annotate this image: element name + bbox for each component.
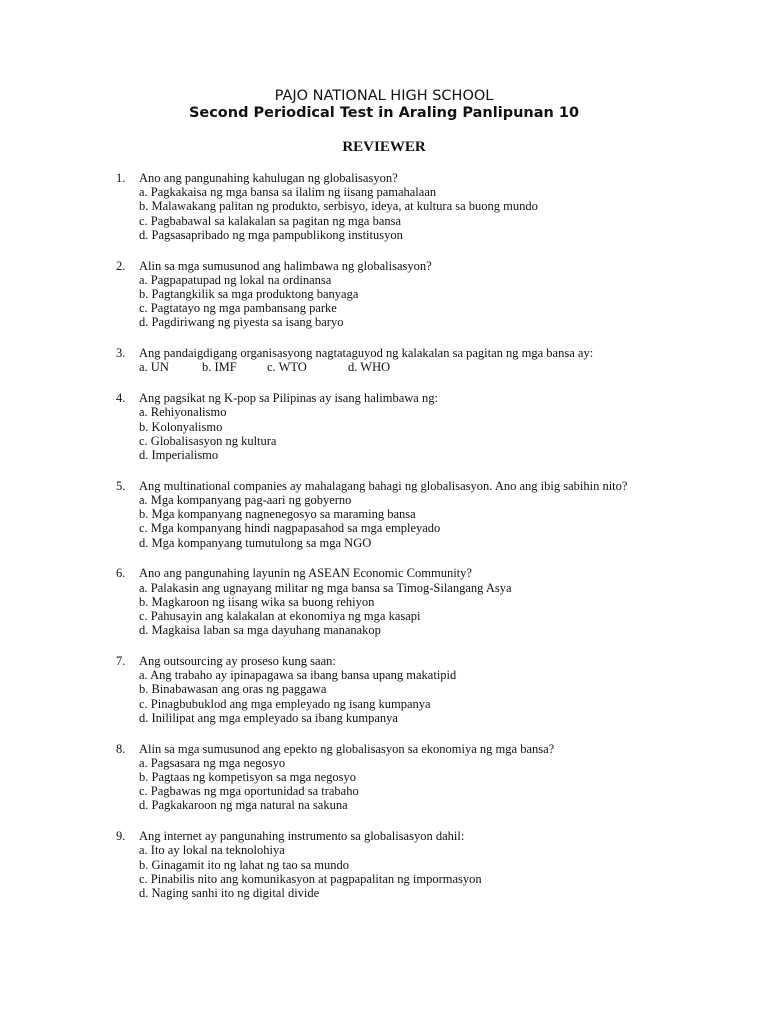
- option-a: a. Palakasin ang ugnayang militar ng mga bansa sa Timog-Silangang Asya: [139, 580, 512, 595]
- option-c: c. WTO: [267, 360, 307, 375]
- option-d: d. Inililipat ang mga empleyado sa ibang kumpanya: [139, 710, 398, 725]
- question-number: 3.: [116, 346, 126, 361]
- question-text: Alin sa mga sumusunod ang epekto ng globalisasyon sa ekonomiya ng mga bansa?: [139, 741, 555, 756]
- option-d: d. WHO: [348, 360, 391, 375]
- option-d: d. Pagkakaroon ng mga natural na sakuna: [139, 798, 348, 813]
- option-a: a. Pagkakaisa ng mga bansa sa ilalim ng iisang pamahalaan: [139, 185, 437, 200]
- option-c: c. Pinagbubuklod ang mga empleyado ng isang kumpanya: [139, 696, 431, 711]
- option-c: c. Pagbawas ng mga oportunidad sa trabaho: [139, 784, 359, 799]
- question-number: 4.: [116, 391, 126, 406]
- option-b: b. Binabawasan ang oras ng paggawa: [139, 682, 327, 697]
- option-a: a. Ang trabaho ay ipinapagawa sa ibang bansa upang makatipid: [139, 668, 457, 683]
- option-c: c. Pagtatayo ng mga pambansang parke: [139, 301, 337, 316]
- inline-option-row: [139, 360, 768, 374]
- option-b: b. IMF: [202, 360, 237, 375]
- option-b: b. Magkaroon ng iisang wika sa buong rehiyon: [139, 594, 375, 609]
- question-1: [0, 171, 768, 242]
- question-4: [0, 391, 768, 462]
- option-b: b. Kolonyalismo: [139, 419, 223, 434]
- option-b: b. Pagtaas ng kompetisyon sa mga negosyo: [139, 770, 356, 785]
- option-a: a. UN: [139, 360, 169, 375]
- option-d: d. Mga kompanyang tumutulong sa mga NGO: [139, 535, 372, 550]
- question-number: 5.: [116, 478, 126, 493]
- school-name: PAJO NATIONAL HIGH SCHOOL: [274, 88, 494, 104]
- question-8: [0, 742, 768, 813]
- option-d: d. Imperialismo: [139, 448, 219, 463]
- option-c: c. Pinabilis nito ang komunikasyon at pagpapalitan ng impormasyon: [139, 871, 482, 886]
- option-d: d. Naging sanhi ito ng digital divide: [139, 886, 320, 901]
- question-9: [0, 829, 768, 900]
- question-text: Ang pagsikat ng K-pop sa Pilipinas ay isang halimbawa ng:: [139, 391, 438, 406]
- question-text: Ang multinational companies ay mahalagang bahagi ng globalisasyon. Ano ang ibig sabihin nito?: [139, 478, 628, 493]
- option-c: c. Globalisasyon ng kultura: [139, 433, 277, 448]
- option-b: b. Malawakang palitan ng produkto, serbisyo, ideya, at kultura sa buong mundo: [139, 199, 538, 214]
- section-title: REVIEWER: [342, 139, 426, 155]
- option-c: c. Pahusayin ang kalakalan at ekonomiya ng mga kasapi: [139, 609, 421, 624]
- question-7: [0, 654, 768, 725]
- question-text: Ang internet ay pangunahing instrumento sa globalisasyon dahil:: [139, 829, 465, 844]
- question-text: Alin sa mga sumusunod ang halimbawa ng globalisasyon?: [139, 258, 432, 273]
- option-a: a. Ito ay lokal na teknolohiya: [139, 843, 285, 858]
- question-3: [0, 346, 768, 374]
- question-text: Ano ang pangunahing kahulugan ng globalisasyon?: [139, 171, 398, 185]
- option-c: c. Mga kompanyang hindi nagpapasahod sa mga empleyado: [139, 521, 441, 536]
- option-a: a. Pagsasara ng mga negosyo: [139, 755, 286, 770]
- question-number: 2.: [116, 258, 126, 273]
- question-6: [0, 566, 768, 637]
- question-text: Ano ang pangunahing layunin ng ASEAN Economic Community?: [139, 566, 472, 581]
- option-a: a. Mga kompanyang pag-aari ng gobyerno: [139, 493, 352, 508]
- question-number: 1.: [116, 171, 126, 185]
- option-d: d. Magkaisa laban sa mga dayuhang mananakop: [139, 623, 381, 638]
- question-number: 7.: [116, 654, 126, 669]
- question-2: [0, 259, 768, 330]
- question-number: 6.: [116, 566, 126, 581]
- option-d: d. Pagsasapribado ng mga pampublikong institusyon: [139, 227, 403, 242]
- question-number: 9.: [116, 829, 126, 844]
- option-a: a. Pagpapatupad ng lokal na ordinansa: [139, 272, 332, 287]
- option-b: b. Ginagamit ito ng lahat ng tao sa mundo: [139, 857, 350, 872]
- option-b: b. Pagtangkilik sa mga produktong banyaga: [139, 287, 359, 302]
- question-text: Ang pandaigdigang organisasyong nagtataguyod ng kalakalan sa pagitan ng mga bansa ay:: [139, 346, 594, 361]
- option-b: b. Mga kompanyang nagnenegosyo sa maraming bansa: [139, 507, 416, 522]
- question-5: [0, 479, 768, 550]
- option-d: d. Pagdiriwang ng piyesta sa isang baryo: [139, 315, 344, 330]
- question-list: [0, 171, 768, 917]
- test-title: Second Periodical Test in Araling Panlipunan 10: [188, 105, 580, 121]
- question-number: 8.: [116, 741, 126, 756]
- option-a: a. Rehiyonalismo: [139, 405, 227, 420]
- question-text: Ang outsourcing ay proseso kung saan:: [139, 654, 336, 669]
- option-c: c. Pagbabawal sa kalakalan sa pagitan ng mga bansa: [139, 213, 402, 228]
